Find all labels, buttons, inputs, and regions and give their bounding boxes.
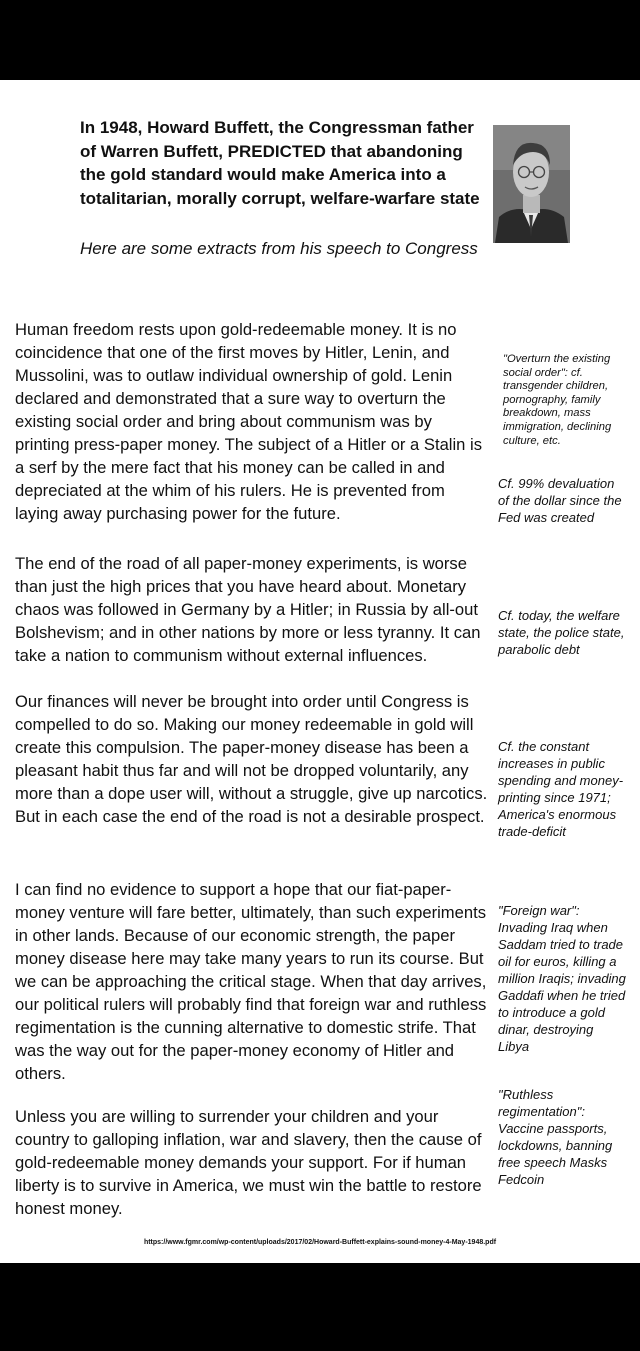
headline: In 1948, Howard Buffett, the Congressman father of Warren Buffett, PREDICTED that abandoning the gold standard would make America into a totalitarian, morally corrupt, welfare-warfare state <box>80 118 480 208</box>
portrait-photo-icon <box>493 125 570 243</box>
speech-paragraph-1: Human freedom rests upon gold-redeemable money. It is no coincidence that one of the first moves by Hitler, Lenin, and Mussolini, was to outlaw individual ownership of gold. Lenin declared and demonstrated that a sure way to overturn the existing social order and bring about communism was by printing press-paper money. The subject of a Hitler or a Stalin is a serf by the mere fact that his money can be called in and depreciated at the whim of his rulers. He is prevented from laying away purchasing power for the future. <box>15 320 482 523</box>
side-note-foreign-war: "Foreign war": Invading Iraq when Saddam tried to trade oil for euros, killing a million Iraqis; invading Gaddafi when he tried to introduce a gold dinar, destroying Libya <box>498 903 626 1054</box>
side-note-social-order: "Overturn the existing social order": cf. transgender children, pornography, family breakdown, mass immigration, declining culture, etc. <box>503 353 612 447</box>
side-note-public-spending: Cf. the constant increases in public spending and money-printing since 1971; America's enormous trade-deficit <box>498 739 624 839</box>
speech-paragraph-3: Our finances will never be brought into order until Congress is compelled to do so. Making our money redeemable in gold will create this compulsion. The paper-money disease has been a pleasant habit thus far and will not be dropped voluntarily, any more than a dope user will, without a struggle, give up narcotics. But in each case the end of the road is not a desirable prospect. <box>15 692 488 826</box>
side-note-ruthless-regimentation: "Ruthless regimentation": Vaccine passports, lockdowns, banning free speech Masks Fedcoin <box>498 1087 613 1187</box>
source-url: https://www.fgmr.com/wp-content/uploads/2017/02/Howard-Buffett-explains-sound-money-4-May-1948.pdf <box>143 1239 497 1246</box>
side-note-devaluation: Cf. 99% devaluation of the dollar since the Fed was created <box>498 476 622 525</box>
speech-paragraph-5: Unless you are willing to surrender your children and your country to galloping inflation, war and slavery, then the cause of gold-redeemable money demands your support. For if human liberty is to survive in America, we must win the battle to restore honest money. <box>15 1107 482 1218</box>
document-page <box>0 80 640 1263</box>
speech-paragraph-4: I can find no evidence to support a hope that our fiat-paper-money venture will fare better, ultimately, than such experiments in other lands. Because of our economic strength, the paper money disease here may take many years to run its course. But we can be approaching the critical stage. When that day arrives, our political rulers will probably find that foreign war and ruthless regimentation is the cunning alternative to domestic strife. That was the way out for the paper-money economy of Hitler and others. <box>15 880 487 1083</box>
speech-paragraph-2: The end of the road of all paper-money experiments, is worse than just the high prices that you have heard about. Monetary chaos was followed in Germany by a Hitler; in Russia by all-out Bolshevism; and in other nations by more or less tyranny. It can take a nation to communism without external influences. <box>15 554 481 665</box>
subheadline: Here are some extracts from his speech to Congress <box>80 239 478 258</box>
side-note-welfare-state: Cf. today, the welfare state, the police state, parabolic debt <box>498 608 625 657</box>
portrait-illustration <box>493 125 570 243</box>
